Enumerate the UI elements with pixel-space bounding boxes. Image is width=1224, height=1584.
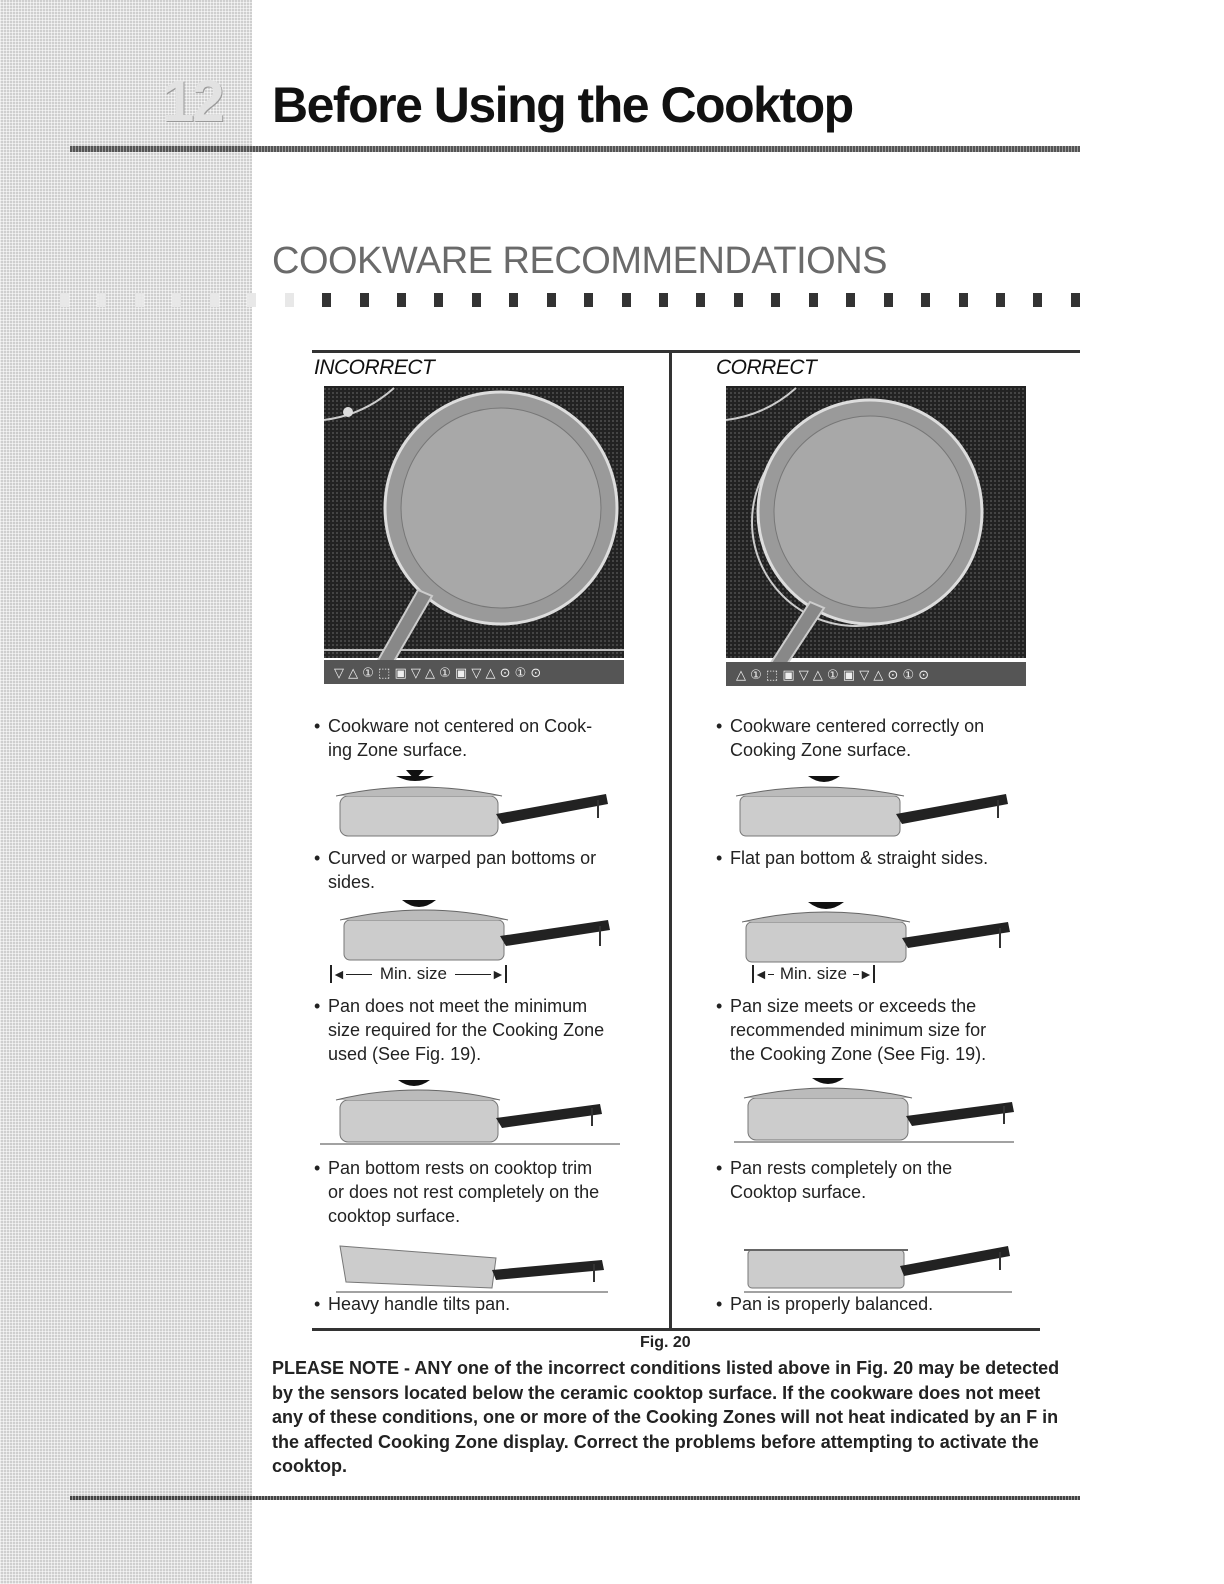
svg-text:△ ① ⬚ ▣ ▽ △ ① ▣ ▽ △ ⊙ ① ⊙: △ ① ⬚ ▣ ▽ △ ① ▣ ▽ △ ⊙ ① ⊙: [736, 668, 930, 683]
header-rule: [70, 146, 1080, 152]
incorrect-pan-3-icon: [320, 1078, 620, 1148]
footer-rule: [70, 1496, 1080, 1500]
divider-dot: [135, 293, 144, 307]
divider-dot: [622, 293, 631, 307]
incorrect-pan-1-icon: [336, 770, 616, 840]
incorrect-min-size-label: Min. size: [379, 964, 447, 983]
figure-bottom-rule: [312, 1328, 1040, 1331]
divider-dot: [959, 293, 968, 307]
divider-dot: [322, 293, 331, 307]
incorrect-cooktop-photo: [324, 380, 624, 692]
correct-item-2: • Flat pan bottom & straight sides.: [716, 848, 989, 868]
correct-cooktop-photo: [726, 380, 1026, 692]
correct-item-1: • Cookware centered correctly on Cooking Zone surface.: [716, 716, 985, 760]
correct-pan-1-icon: [736, 770, 1016, 840]
page-title: Before Using the Cooktop: [272, 77, 853, 133]
divider-dot: [734, 293, 743, 307]
correct-pan-4-icon: [744, 1236, 1024, 1296]
divider-dot: [210, 293, 219, 307]
correct-item-3: • Pan size meets or exceeds the recommended minimum size for the Cooking Zone (See Fig. 19).: [716, 996, 987, 1064]
divider-dot: [285, 293, 294, 307]
divider-dot: [60, 293, 69, 307]
divider-dot: [360, 293, 369, 307]
section-title: COOKWARE RECOMMENDATIONS: [272, 240, 888, 282]
divider-dot: [397, 293, 406, 307]
page-number: 12: [162, 69, 223, 134]
correct-min-size-label: Min. size: [779, 964, 847, 983]
divider-dot: [846, 293, 855, 307]
divider-dot: [547, 293, 556, 307]
divider-dot: [97, 293, 106, 307]
divider-dot: [809, 293, 818, 307]
decorative-sidebar: [0, 0, 252, 1584]
incorrect-item-2: • Curved or warped pan bottoms or sides.: [314, 848, 597, 892]
svg-text:▽ △ ① ⬚ ▣ ▽ △ ① ▣ ▽ △ ⊙ ① ⊙: ▽ △ ① ⬚ ▣ ▽ △ ① ▣ ▽ △ ⊙ ① ⊙: [334, 666, 542, 681]
divider-dot: [659, 293, 668, 307]
divider-dot: [172, 293, 181, 307]
correct-item-5: • Pan is properly balanced.: [716, 1294, 934, 1314]
divider-dot: [771, 293, 780, 307]
incorrect-heading: INCORRECT: [314, 356, 435, 379]
divider-dot: [996, 293, 1005, 307]
please-note-paragraph: PLEASE NOTE - ANY one of the incorrect conditions listed above in Fig. 20 may be detected by the sensors located below the ceramic cooktop surface. If the cookware does not meet any of these conditions, one or more of the Cooking Zones will not heat indicated by an F in the affected Cooking Zone display. Correct the problems before attempting to activate the cooktop.: [272, 1358, 1060, 1476]
incorrect-pan-4-icon: [336, 1236, 616, 1296]
figure-top-rule: [312, 350, 1080, 353]
incorrect-item-5: • Heavy handle tilts pan.: [314, 1294, 511, 1314]
incorrect-min-size-indicator: ◄ Min. size ►: [332, 964, 505, 983]
correct-min-size-indicator: ◄ Min. size ►: [754, 964, 873, 983]
correct-pan-2-icon: [742, 898, 1022, 968]
figure-column-divider: [669, 350, 672, 1330]
divider-dot: [921, 293, 930, 307]
divider-dot: [1071, 293, 1080, 307]
section-divider-dots: [60, 292, 1080, 308]
divider-dot: [434, 293, 443, 307]
incorrect-pan-2-icon: [340, 896, 620, 966]
incorrect-item-3: • Pan does not meet the minimum size required for the Cooking Zone used (See Fig. 19).: [314, 996, 605, 1064]
correct-pan-3-icon: [734, 1076, 1024, 1146]
divider-dot: [247, 293, 256, 307]
correct-item-4: • Pan rests completely on the Cooktop surface.: [716, 1158, 953, 1202]
divider-dot: [696, 293, 705, 307]
incorrect-item-1: • Cookware not centered on Cook- ing Zone surface.: [314, 716, 593, 760]
divider-dot: [884, 293, 893, 307]
divider-dot: [1033, 293, 1042, 307]
divider-dot: [509, 293, 518, 307]
correct-heading: CORRECT: [716, 356, 817, 379]
figure-caption: Fig. 20: [640, 1334, 691, 1351]
divider-dot: [472, 293, 481, 307]
incorrect-item-4: • Pan bottom rests on cooktop trim or does not rest completely on the cooktop surface.: [314, 1158, 600, 1226]
divider-dot: [584, 293, 593, 307]
